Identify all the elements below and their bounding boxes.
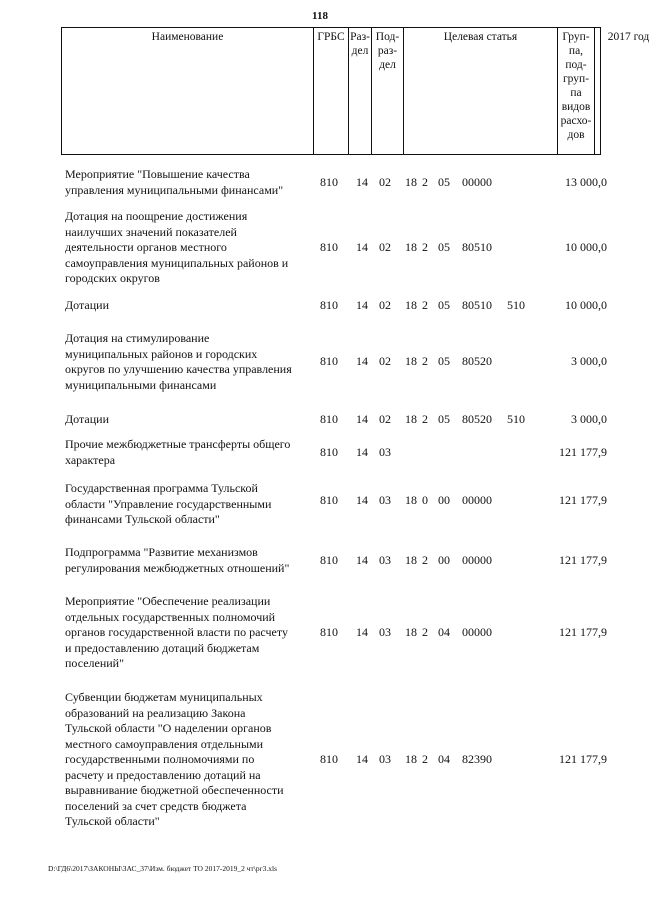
row-target-direction: 00000 (462, 175, 492, 189)
row-podrazdel: 03 (379, 493, 391, 507)
row-target-subprogram: 2 (422, 625, 428, 639)
row-name: Дотации (65, 412, 110, 426)
row-razdel: 14 (356, 354, 368, 368)
row-target-direction: 80520 (462, 412, 492, 426)
row-grbs: 810 (320, 625, 338, 639)
row-grbs: 810 (320, 412, 338, 426)
row-amount: 10 000,0 (565, 240, 607, 254)
row-amount: 3 000,0 (571, 412, 607, 426)
row-target-direction: 00000 (462, 493, 492, 507)
header-target-article: Целевая статья (404, 28, 558, 154)
row-target-program: 18 (405, 175, 417, 189)
row-podrazdel: 03 (379, 445, 391, 459)
row-target-event: 05 (438, 240, 450, 254)
row-target-direction: 82390 (462, 752, 492, 766)
header-grbs: ГРБС (314, 28, 349, 154)
row-target-direction: 80510 (462, 240, 492, 254)
row-target-event: 05 (438, 412, 450, 426)
header-razdel: Раз- дел (349, 28, 372, 154)
row-name: Государственная программа Тульской области "Управление государственными финансами Тульской области" (65, 481, 272, 526)
row-target-subprogram: 2 (422, 412, 428, 426)
row-name: Дотации (65, 298, 110, 312)
row-grbs: 810 (320, 752, 338, 766)
row-target-event: 05 (438, 298, 450, 312)
row-name: Подпрограмма "Развитие механизмов регулирования межбюджетных отношений" (65, 545, 290, 575)
row-razdel: 14 (356, 553, 368, 567)
row-target-program: 18 (405, 553, 417, 567)
row-target-event: 00 (438, 493, 450, 507)
row-target-direction: 00000 (462, 625, 492, 639)
row-podrazdel: 02 (379, 240, 391, 254)
row-target-program: 18 (405, 493, 417, 507)
row-target-program: 18 (405, 625, 417, 639)
row-expense-group: 510 (507, 298, 525, 312)
row-target-subprogram: 2 (422, 175, 428, 189)
row-name: Прочие межбюджетные трансферты общего характера (65, 437, 291, 467)
header-name: Наименование (62, 28, 314, 154)
row-name: Мероприятие "Обеспечение реализации отдельных государственных полномочий органов государственной власти по расчету и предоставлению дотаций бюджетам поселений" (65, 594, 288, 670)
row-target-direction: 80520 (462, 354, 492, 368)
row-grbs: 810 (320, 553, 338, 567)
row-podrazdel: 02 (379, 354, 391, 368)
row-grbs: 810 (320, 298, 338, 312)
row-razdel: 14 (356, 445, 368, 459)
row-razdel: 14 (356, 240, 368, 254)
row-grbs: 810 (320, 175, 338, 189)
row-name: Дотация на поощрение достижения наилучших значений показателей деятельности органов местного самоуправления муниципальных районов и городских округов (65, 209, 289, 285)
page-number: 118 (312, 10, 328, 22)
row-target-subprogram: 2 (422, 553, 428, 567)
row-amount: 3 000,0 (571, 354, 607, 368)
row-grbs: 810 (320, 493, 338, 507)
row-expense-group: 510 (507, 412, 525, 426)
row-target-program: 18 (405, 240, 417, 254)
row-amount: 13 000,0 (565, 175, 607, 189)
row-amount: 121 177,9 (559, 553, 607, 567)
row-grbs: 810 (320, 354, 338, 368)
row-razdel: 14 (356, 752, 368, 766)
row-target-subprogram: 2 (422, 240, 428, 254)
row-razdel: 14 (356, 175, 368, 189)
row-target-program: 18 (405, 752, 417, 766)
row-amount: 10 000,0 (565, 298, 607, 312)
row-target-event: 04 (438, 625, 450, 639)
row-amount: 121 177,9 (559, 493, 607, 507)
row-amount: 121 177,9 (559, 445, 607, 459)
row-target-subprogram: 2 (422, 752, 428, 766)
header-podrazdel: Под- раз- дел (372, 28, 404, 154)
row-target-subprogram: 2 (422, 354, 428, 368)
row-grbs: 810 (320, 240, 338, 254)
row-target-subprogram: 2 (422, 298, 428, 312)
row-podrazdel: 03 (379, 553, 391, 567)
row-target-program: 18 (405, 412, 417, 426)
row-target-program: 18 (405, 298, 417, 312)
row-target-event: 00 (438, 553, 450, 567)
row-podrazdel: 02 (379, 298, 391, 312)
row-target-event: 04 (438, 752, 450, 766)
row-target-program: 18 (405, 354, 417, 368)
row-name: Дотация на стимулирование муниципальных районов и городских округов по улучшению качества управления муниципальными финансами (65, 331, 292, 392)
file-path-footer: D:\ГД6\2017\ЗАКОНЫ\ЗАС_37\Изм. бюджет ТО 2017-2019_2 чт\рг3.xls (48, 864, 278, 873)
row-podrazdel: 03 (379, 752, 391, 766)
row-podrazdel: 02 (379, 412, 391, 426)
row-name: Субвенции бюджетам муниципальных образований на реализацию Закона Тульской области "О наделении органов местного самоуправления отдельными государственными полномочиями по расчету и предоставлению дотаций на выравнивание бюджетной обеспеченности поселений за счет средств бюджета Тульской области" (65, 690, 284, 828)
row-amount: 121 177,9 (559, 625, 607, 639)
header-expense-group: Груп- па, под- груп- па видов расхо- дов (558, 28, 595, 154)
row-target-event: 05 (438, 354, 450, 368)
row-name: Мероприятие "Повышение качества управления муниципальными финансами" (65, 167, 284, 197)
row-razdel: 14 (356, 298, 368, 312)
row-target-event: 05 (438, 175, 450, 189)
row-grbs: 810 (320, 445, 338, 459)
row-target-direction: 00000 (462, 553, 492, 567)
header-year: 2017 год (607, 31, 650, 43)
row-target-direction: 80510 (462, 298, 492, 312)
row-podrazdel: 02 (379, 175, 391, 189)
row-target-subprogram: 0 (422, 493, 428, 507)
row-razdel: 14 (356, 412, 368, 426)
row-podrazdel: 03 (379, 625, 391, 639)
row-razdel: 14 (356, 625, 368, 639)
row-razdel: 14 (356, 493, 368, 507)
row-amount: 121 177,9 (559, 752, 607, 766)
table-header (61, 27, 650, 155)
